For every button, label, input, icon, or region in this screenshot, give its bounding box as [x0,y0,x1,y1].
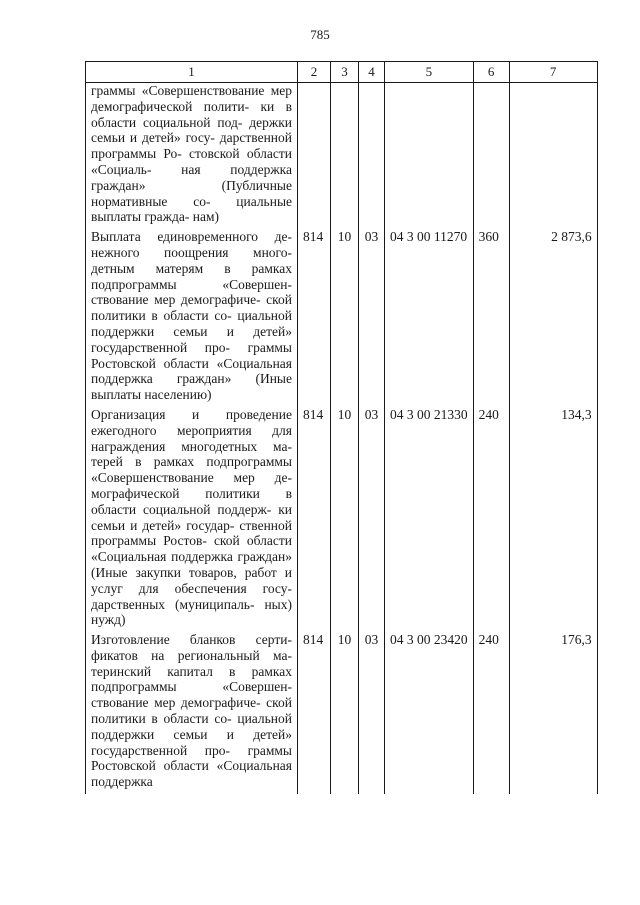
description-line: подпрограммы «Совершен- [91,276,292,292]
header-col-3: 3 [331,62,359,83]
cell-target-item: 04 3 00 11270 [385,229,474,407]
cell-description [86,229,298,407]
description-line: циальной поддержки семьи и [91,711,292,742]
cell-description [86,632,298,794]
description-line: дарственной программы Ро- [91,130,293,162]
header-row [86,62,598,83]
budget-table [85,61,598,794]
description-line: стовской области «Социаль- [91,146,293,177]
cell-section: 10 [331,407,359,632]
header-col-4: 4 [359,62,385,83]
description-line: области социальной поддерж- [91,501,272,517]
description-line: ственной программы Ростов- [91,517,292,549]
description-line: граждан» (Иные выплаты [91,371,292,403]
header-col-2: 2 [298,62,331,83]
description-line: закупки товаров, работ и [135,564,293,580]
description-line: награждения многодетных ма- [91,438,292,454]
cell-target-item: 04 3 00 23420 [385,632,474,794]
table-row [86,407,598,632]
description-line: ежегодного мероприятия для [91,422,292,438]
description-line: подпрограммы «Совершен- [91,679,292,695]
description-line: детей» государственной про- [91,323,292,355]
description-line: Организация и проведение [91,406,292,422]
description-line: нам) [192,209,219,225]
description-line: фикатов на региональный ма- [91,647,292,663]
description-line: теринский капитал в рамках [91,663,292,679]
cell-expense-type: 240 [473,407,509,632]
description-line: циальной поддержки семьи и [91,308,292,339]
description-line: циальные выплаты гражда- [91,193,293,225]
description-line: ской политики в области со- [91,292,292,324]
cell-amount: 176,3 [509,632,597,794]
cell-expense-type: 240 [473,632,509,794]
cell-subsection: 03 [359,632,385,794]
description-line: терей в рамках подпрограммы [91,454,292,470]
description-line: детным матерям в рамках [91,260,292,276]
description-line: ствование мер демографиче- [91,695,261,711]
cell-admin-code: 814 [298,632,331,794]
description-line: мер демографической полити- [91,83,292,114]
cell-amount: 2 873,6 [509,229,597,407]
description-line: нежного поощрения много- [91,244,292,260]
description-line: Выплата единовременного де- [91,229,292,245]
description-line: «Социальная поддержка [91,355,292,387]
cell-expense-type: 360 [473,229,509,407]
description-line: «Социальная поддержка [91,758,292,790]
description-line: (Публичные нормативные со- [91,177,292,209]
description-line: детей» государственной про- [91,726,292,758]
description-line: услуг для обеспечения госу- [91,580,292,596]
description-line: ской политики в области со- [91,695,292,727]
table-row [86,83,598,230]
description-line: ской области «Социальная [91,533,292,565]
cell-section: 10 [331,229,359,407]
cell-amount: 134,3 [509,407,597,632]
cell-target-item: 04 3 00 21330 [385,407,474,632]
description-line: ная поддержка граждан» [91,161,293,193]
header-col-1: 1 [86,62,298,83]
cell-target-item [385,83,474,230]
cell-admin-code: 814 [298,407,331,632]
cell-subsection [359,83,385,230]
table-row [86,229,598,407]
header-col-7: 7 [509,62,597,83]
description-line: держки семьи и детей» госу- [91,114,292,146]
cell-description [86,83,298,230]
cell-subsection: 03 [359,407,385,632]
description-line: граммы Ростовской области [91,339,292,371]
header-col-6: 6 [473,62,509,83]
cell-admin-code [298,83,331,230]
cell-expense-type [473,83,509,230]
cell-description [86,407,298,632]
page-number: 785 [310,27,330,42]
description-line: дарственных (муниципаль- [91,596,255,612]
table-row [86,632,598,794]
description-line: граммы «Совершенствование [91,83,265,98]
description-line: поддержка граждан» (Иные [91,549,293,580]
description-line: ных) нужд) [91,596,292,628]
description-line: ки семьи и детей» государ- [91,501,292,533]
description-line: ствование мер демографиче- [91,292,261,308]
description-line: граммы Ростовской области [91,742,292,774]
description-line: ки в области социальной под- [91,98,292,130]
description-line: «Совершенствование мер де- [91,470,292,486]
description-line: мографической политики в [91,485,292,501]
description-line: населению) [144,387,212,403]
cell-subsection: 03 [359,229,385,407]
cell-section [331,83,359,230]
cell-admin-code: 814 [298,229,331,407]
header-col-5: 5 [385,62,474,83]
cell-amount [509,83,597,230]
description-line: Изготовление бланков серти- [91,632,292,648]
cell-section: 10 [331,632,359,794]
